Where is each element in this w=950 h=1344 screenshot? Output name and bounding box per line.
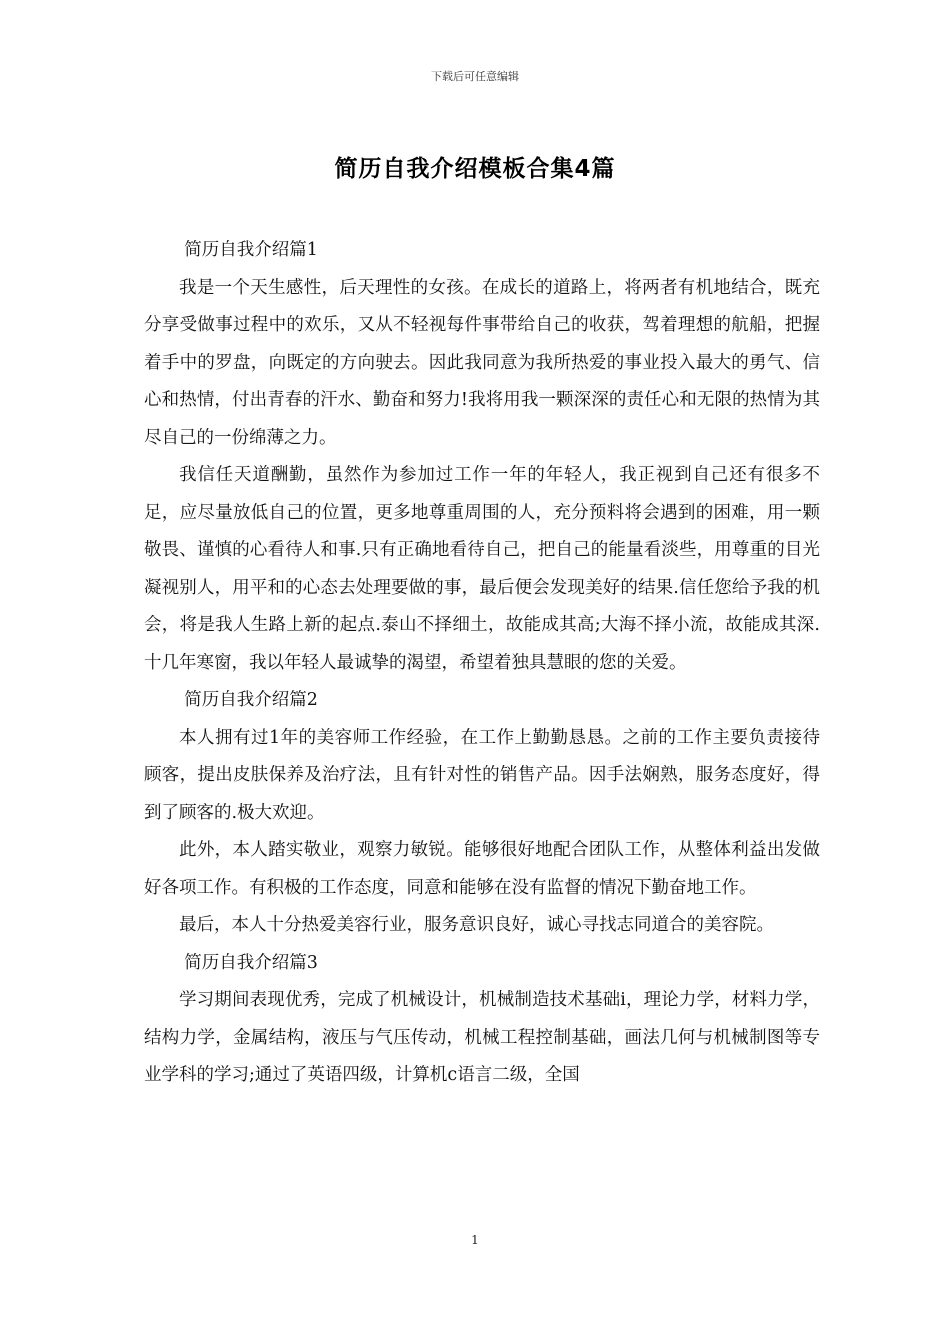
header-note: 下载后可任意编辑 [431, 70, 519, 83]
paragraph: 我是一个天生感性，后天理性的女孩。在成长的道路上，将两者有机地结合，既充分享受做事过程中的欢乐，又从不轻视每件事带给自己的收获，驾着理想的航船，把握着手中的罗盘，向既定的方向驶去。因此我同意为我所热爱的事业投入最大的勇气、信心和热情，付出青春的汗水、勤奋和努力!我将用我一颗深深的责任心和无限的热情为其尽自己的一份绵薄之力。 [144, 277, 820, 448]
paragraph: 本人拥有过1年的美容师工作经验，在工作上勤勤恳恳。之前的工作主要负责接待顾客，提出皮肤保养及治疗法，且有针对性的销售产品。因手法娴熟，服务态度好，得到了顾客的.极大欢迎。 [144, 727, 820, 823]
paragraph: 最后，本人十分热爱美容行业，服务意识良好，诚心寻找志同道合的美容院。 [179, 915, 774, 935]
section-heading: 简历自我介绍篇1 [184, 240, 318, 260]
document-body [144, 232, 820, 1095]
section-heading: 简历自我介绍篇3 [184, 952, 318, 973]
page-number: 1 [471, 1233, 479, 1247]
paragraph: 我信任天道酬勤，虽然作为参加过工作一年的年轻人，我正视到自己还有很多不足，应尽量放低自己的位置，更多地尊重周围的人，充分预料将会遇到的困难，用一颗敬畏、谨慎的心看待人和事.只有正确地看待自己，把自己的能量看淡些，用尊重的目光凝视别人，用平和的心态去处理要做的事，最后便会发现美好的结果.信任您给予我的机会，将是我人生路上新的起点.泰山不择细土，故能成其高;大海不择小流，故能成其深.十几年寒窗，我以年轻人最诚挚的渴望，希望着独具慧眼的您的关爱。 [144, 465, 820, 673]
section-heading: 简历自我介绍篇2 [184, 690, 318, 710]
paragraph: 学习期间表现优秀，完成了机械设计，机械制造技术基础ⅰ，理论力学，材料力学，结构力学，金属结构，液压与气压传动，机械工程控制基础，画法几何与机械制图等专业学科的学习;通过了英语四级，计算机c语言二级，全国 [144, 990, 820, 1085]
document-title: 简历自我介绍模板合集4篇 [334, 156, 616, 182]
paragraph: 此外，本人踏实敬业，观察力敏锐。能够很好地配合团队工作，从整体利益出发做好各项工作。有积极的工作态度，同意和能够在没有监督的情况下勤奋地工作。 [144, 840, 820, 898]
